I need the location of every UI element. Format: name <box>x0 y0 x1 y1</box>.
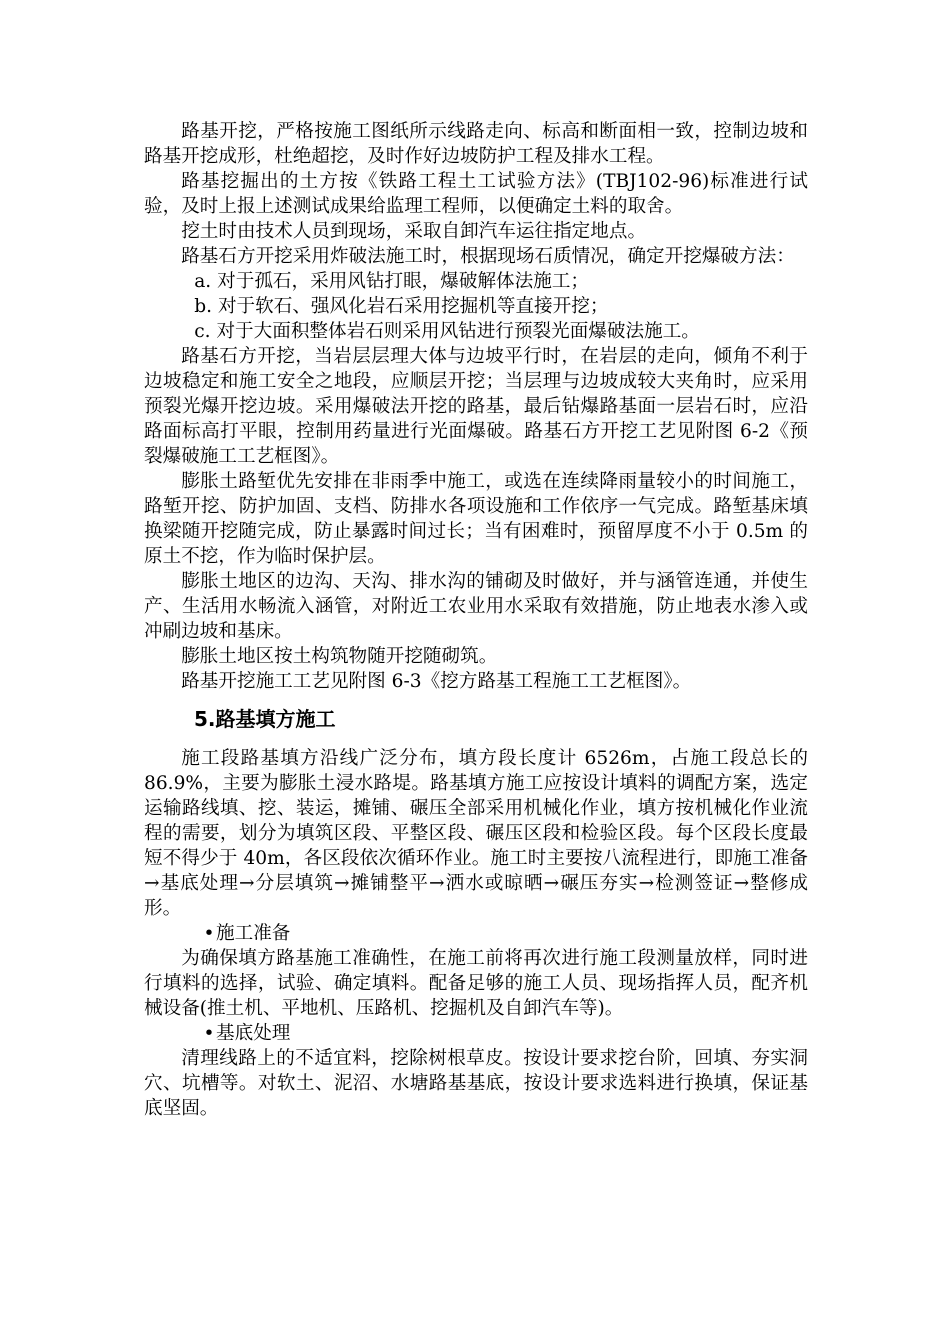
paragraph-expansive-drainage: 膨胀土地区的边沟、天沟、排水沟的铺砌及时做好，并与涵管连通，并使生产、生活用水畅流入涵管，对附近工农业用水采取有效措施，防止地表水渗入或冲刷边坡和基床。 <box>144 571 808 642</box>
paragraph-excavation-general: 路基开挖，严格按施工图纸所示线路走向、标高和断面相一致，控制边坡和路基开挖成形，杜绝超挖，及时作好边坡防护工程及排水工程。 <box>144 121 808 167</box>
section-heading-fill: 5.路基填方施工 <box>194 707 336 731</box>
bullet-icon: • <box>203 923 215 944</box>
paragraph-base-treatment: 清理线路上的不适宜料，挖除树根草皮。按设计要求挖台阶，回填、夯实洞穴、坑槽等。对软土、泥沼、水塘路基基底，按设计要求选料进行换填，保证基底坚固。 <box>144 1048 808 1119</box>
list-item-blast-b: b. 对于软石、强风化岩石采用挖掘机等直接开挖； <box>194 296 609 317</box>
paragraph-expansive-cut: 膨胀土路堑优先安排在非雨季中施工，或选在连续降雨量较小的时间施工，路堑开挖、防护加固、支档、防排水各项设施和工作依序一气完成。路堑基床填换梁随开挖随完成，防止暴露时间过长；当有困难时，预留厚度不小于 0.5m 的原土不挖，作为临时保护层。 <box>144 471 808 567</box>
subsection-title-text: 基底处理 <box>216 1023 291 1044</box>
paragraph-soil-transport: 挖土时由技术人员到现场，采取自卸汽车运往指定地点。 <box>181 221 647 242</box>
list-item-blast-a: a. 对于孤石，采用风钻打眼，爆破解体法施工； <box>194 271 590 292</box>
list-item-blast-c: c. 对于大面积整体岩石则采用风钻进行预裂光面爆破法施工。 <box>194 321 700 342</box>
subsection-title-base-treatment <box>144 1021 808 1046</box>
paragraph-expansive-structures: 膨胀土地区按土构筑物随开挖随砌筑。 <box>181 646 498 667</box>
subsection-title-text: 施工准备 <box>216 923 291 944</box>
paragraph-rock-excavation: 路基石方开挖，当岩层层理大体与边坡平行时，在岩层的走向，倾角不利于边坡稳定和施工安全之地段，应顺层开挖；当层理与边坡成较大夹角时，应采用预裂光爆开挖边坡。采用爆破法开挖的路基，最后钻爆路基面一层岩石时，应沿路面标高打平眼，控制用药量进行光面爆破。路基石方开挖工艺见附图 6-2《预裂爆破施工工艺框图》。 <box>144 346 808 467</box>
bullet-icon: • <box>203 1023 215 1044</box>
paragraph-fill-intro: 施工段路基填方沿线广泛分布，填方段长度计 6526m，占施工段总长的 86.9%，主要为膨胀土浸水路堤。路基填方施工应按设计填料的调配方案，选定运输路线填、挖、装运，摊铺、碾压全部采用机械化作业，填方按机械化作业流程的需要，划分为填筑区段、平整区段、碾压区段和检验区段。每个区段长度最短不得少于 40m，各区段依次循环作业。施工时主要按八流程进行，即施工准备→基底处理→分层填筑→摊铺整平→洒水或晾晒→碾压夯实→检测签证→整修成形。 <box>144 748 808 919</box>
paragraph-excavation-figure: 路基开挖施工工艺见附图 6-3《挖方路基工程施工工艺框图》。 <box>181 671 692 692</box>
document-body <box>144 119 808 1121</box>
subsection-title-preparation <box>144 921 808 946</box>
paragraph-soil-testing: 路基挖掘出的土方按《铁路工程土工试验方法》(TBJ102-96)标准进行试验，及时上报上述测试成果给监理工程师，以便确定土料的取舍。 <box>144 171 808 217</box>
paragraph-preparation: 为确保填方路基施工准确性，在施工前将再次进行施工段测量放样，同时进行填料的选择，试验、确定填料。配备足够的施工人员、现场指挥人员，配齐机械设备(推土机、平地机、压路机、挖掘机及自卸汽车等)。 <box>144 948 808 1019</box>
paragraph-blasting-intro: 路基石方开挖采用炸破法施工时，根据现场石质情况，确定开挖爆破方法： <box>181 246 795 267</box>
